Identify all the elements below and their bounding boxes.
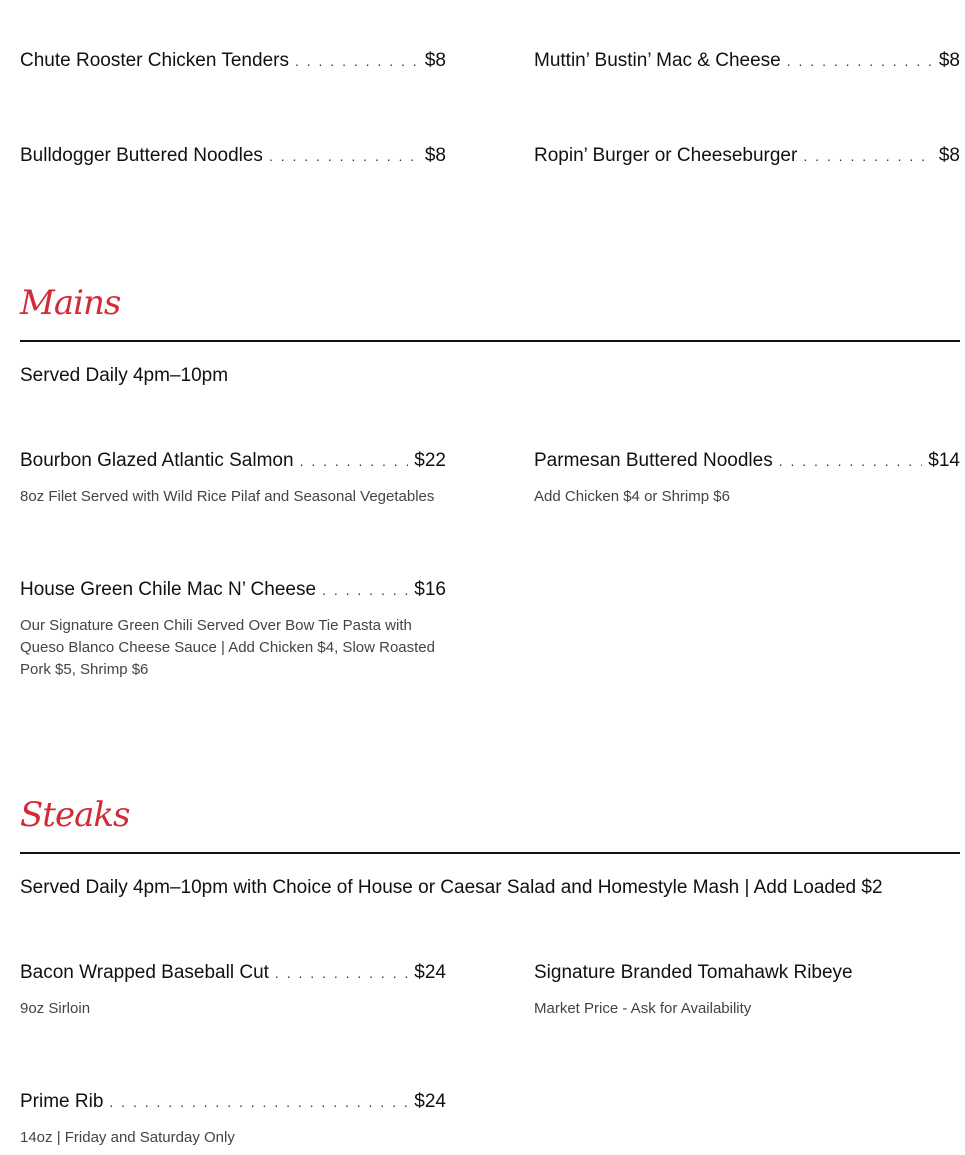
section-title-steaks: Steaks bbox=[20, 795, 130, 835]
section-divider bbox=[20, 852, 960, 854]
menu-item bbox=[20, 450, 446, 508]
leader-dots bbox=[787, 53, 933, 69]
menu-item bbox=[20, 145, 446, 167]
menu-item bbox=[534, 962, 960, 1020]
item-name: House Green Chile Mac N’ Cheese bbox=[20, 579, 317, 600]
item-price: $8 bbox=[938, 50, 960, 71]
item-name: Bourbon Glazed Atlantic Salmon bbox=[20, 450, 294, 471]
mains-row-1 bbox=[20, 450, 960, 508]
item-price: $8 bbox=[938, 145, 960, 166]
item-description: Add Chicken $4 or Shrimp $6 bbox=[534, 488, 730, 505]
item-price: $22 bbox=[414, 450, 446, 471]
menu-item bbox=[20, 50, 446, 72]
item-description: Market Price - Ask for Availability bbox=[534, 1000, 752, 1017]
steaks-row-2 bbox=[20, 1091, 960, 1149]
item-description: 14oz | Friday and Saturday Only bbox=[20, 1129, 235, 1146]
item-description: 9oz Sirloin bbox=[20, 1000, 91, 1017]
item-name: Muttin’ Bustin’ Mac & Cheese bbox=[534, 50, 781, 71]
leader-dots bbox=[779, 453, 923, 469]
leader-dots bbox=[269, 148, 419, 164]
section-subtitle: Served Daily 4pm–10pm bbox=[20, 365, 229, 386]
item-name: Bulldogger Buttered Noodles bbox=[20, 145, 263, 166]
leader-dots bbox=[803, 148, 933, 164]
item-price: $8 bbox=[424, 145, 446, 166]
item-name: Bacon Wrapped Baseball Cut bbox=[20, 962, 269, 983]
menu-item bbox=[534, 145, 960, 167]
leader-dots bbox=[295, 53, 419, 69]
leader-dots bbox=[322, 582, 408, 598]
leader-dots bbox=[300, 453, 409, 469]
item-price: $14 bbox=[928, 450, 960, 471]
item-price: $24 bbox=[414, 1091, 446, 1112]
item-name: Signature Branded Tomahawk Ribeye bbox=[534, 962, 853, 983]
leader-dots bbox=[275, 965, 408, 981]
section-subtitle: Served Daily 4pm–10pm with Choice of House or Caesar Salad and Homestyle Mash | Add Loaded $2 bbox=[20, 877, 883, 898]
kids-row-1 bbox=[20, 50, 960, 72]
section-divider bbox=[20, 340, 960, 342]
menu-item bbox=[20, 962, 446, 1020]
item-name: Ropin’ Burger or Cheeseburger bbox=[534, 145, 798, 166]
menu-item bbox=[534, 450, 960, 508]
kids-row-2 bbox=[20, 145, 960, 167]
item-name: Prime Rib bbox=[20, 1091, 104, 1112]
item-price: $16 bbox=[414, 579, 446, 600]
menu-item bbox=[20, 579, 446, 681]
item-price: $24 bbox=[414, 962, 446, 983]
menu-item bbox=[534, 50, 960, 72]
steaks-row-1 bbox=[20, 962, 960, 1020]
item-name: Chute Rooster Chicken Tenders bbox=[20, 50, 289, 71]
menu-item bbox=[20, 1091, 446, 1149]
leader-dots bbox=[109, 1094, 408, 1110]
item-description: Our Signature Green Chili Served Over Bow Tie Pasta with Queso Blanco Cheese Sauce | Add Chicken $4, Slow Roasted Pork $5, Shrimp $6 bbox=[20, 617, 435, 678]
mains-row-2 bbox=[20, 579, 960, 681]
section-title-mains: Mains bbox=[20, 283, 121, 323]
item-price: $8 bbox=[424, 50, 446, 71]
item-description: 8oz Filet Served with Wild Rice Pilaf and Seasonal Vegetables bbox=[20, 488, 435, 505]
item-name: Parmesan Buttered Noodles bbox=[534, 450, 773, 471]
